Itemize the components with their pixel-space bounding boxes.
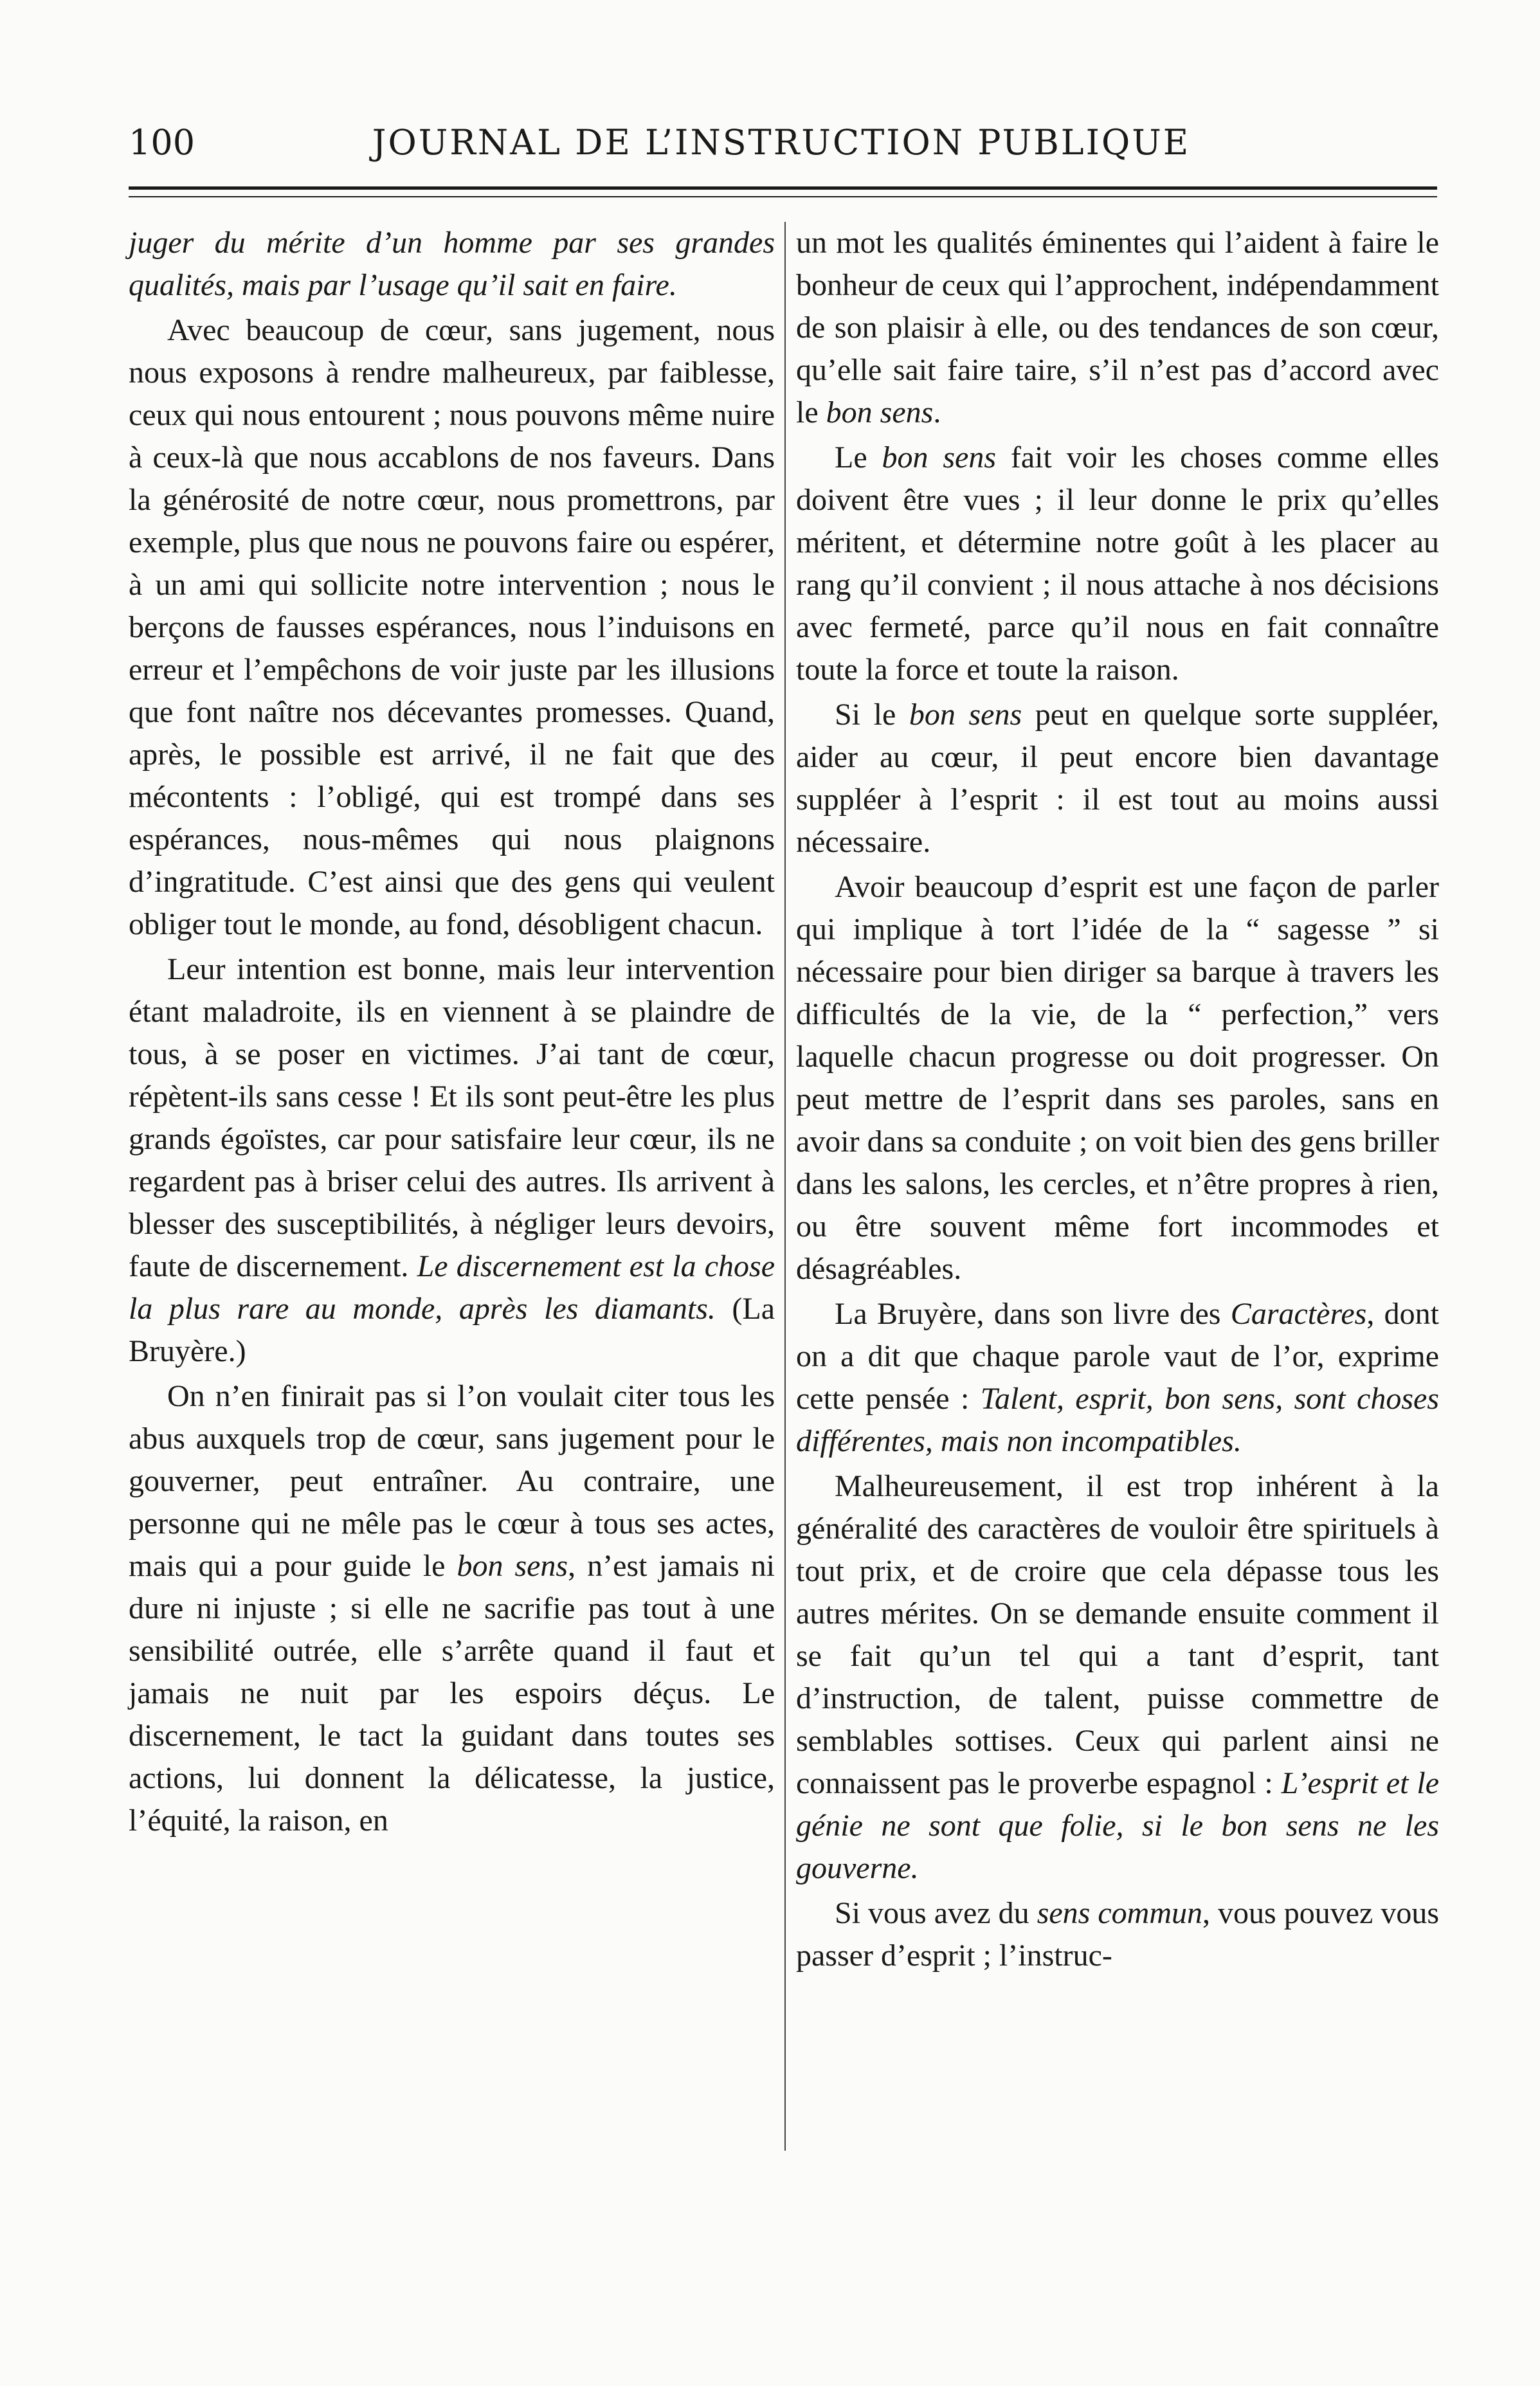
paragraph-text: .	[933, 395, 941, 429]
paragraph-text: , vous pouvez vous passer d’esprit ; l’instruc-	[796, 1896, 1440, 1973]
right-column	[796, 222, 1439, 1977]
italic-term: bon sens	[457, 1549, 568, 1583]
paragraph-text: Le	[835, 440, 882, 474]
italic-term: bon sens	[826, 395, 934, 429]
quotation: Le discernement est la chose la plus rare au monde, après les diamants.	[129, 1249, 775, 1326]
proverb-quotation: L’esprit et le génie ne sont que folie, si le bon sens ne les gouverne.	[796, 1766, 1439, 1885]
paragraph	[796, 1293, 1439, 1463]
italic-term: bon sens	[909, 698, 1022, 732]
paragraph-continued	[796, 222, 1439, 434]
paragraph-continued	[129, 222, 775, 307]
header-rule-thin	[129, 196, 1437, 197]
book-title: Caractères	[1230, 1297, 1367, 1331]
quotation-source: (La Bruyère.)	[129, 1292, 775, 1368]
column-divider	[784, 222, 786, 2151]
left-column	[129, 222, 775, 1842]
paragraph-text: Leur intention est bonne, mais leur intervention étant maladroite, ils en viennent à se plaindre de tous, à se poser en victimes. J’ai tant de cœur, répètent-ils sans cesse ! Et ils sont peut-être les plus grands égoïstes, car pour satisfaire leur cœur, ils ne regardent pas à briser celui des autres. Ils arrivent à blesser des susceptibilités, à négliger leurs devoirs, faute de discernement.	[129, 952, 775, 1283]
paragraph-text: On n’en finirait pas si l’on voulait citer tous les abus auxquels trop de cœur, sans jugement pour le gouverner, peut entraîner. Au contraire, une personne qui ne mêle pas le cœur à tous ses actes, mais qui a pour guide le	[129, 1379, 775, 1583]
paragraph-text: , dont on a dit que chaque parole vaut de l’or, exprime cette pensée :	[796, 1297, 1439, 1416]
italic-term: sens commun	[1037, 1896, 1202, 1930]
paragraph: Avoir beaucoup d’esprit est une façon de parler qui implique à tort l’idée de la “ sagesse ” si nécessaire pour bien diriger sa barque à travers les difficultés de la vie, de la “ perfection,” vers laquelle chacun progresse ou doit progresser. On peut mettre de l’esprit dans ses paroles, sans en avoir dans sa conduite ; on voit bien des gens briller dans les salons, les cercles, et n’être propres à rien, ou être souvent même fort incommodes et désagréables.	[796, 870, 1439, 1286]
paragraph-text: La Bruyère, dans son livre des	[835, 1297, 1231, 1331]
page-header	[129, 122, 1434, 174]
paragraph-text: peut en quelque sorte suppléer, aider au cœur, il peut encore bien davantage suppléer à l’esprit : il est tout au moins aussi nécessaire.	[796, 698, 1440, 859]
paragraph-text: Malheureusement, il est trop inhérent à la généralité des caractères de vouloir être spirituels à tout prix, et de croire que cela dépasse tous les autres mérites. On se demande ensuite comment il se fait qu’un tel qui a tant d’esprit, tant d’instruction, de talent, puisse commettre de semblables sottises. Ceux qui parlent ainsi ne connaissent pas le proverbe espagnol :	[796, 1469, 1439, 1800]
paragraph-text: fait voir les choses comme elles doivent être vues ; il leur donne le prix qu’elles méritent, et détermine notre goût à les placer au rang qu’il convient ; il nous attache à nos décisions avec fermeté, parce qu’il nous en fait connaître toute la force et toute la raison.	[796, 440, 1440, 687]
paragraph-text: Si le	[835, 698, 909, 732]
paragraph	[796, 437, 1439, 691]
paragraph	[796, 694, 1439, 863]
page-number: 100	[129, 122, 195, 163]
running-title: JOURNAL DE L’INSTRUCTION PUBLIQUE	[372, 122, 1191, 163]
header-rule-thick	[129, 186, 1437, 190]
italic-term: bon sens	[882, 440, 997, 474]
paragraph-text: un mot les qualités éminentes qui l’aident à faire le bonheur de ceux qui l’approchent, indépendamment de son plaisir à elle, ou des tendances de son cœur, qu’elle sait faire taire, s’il n’est pas d’accord avec le	[796, 226, 1439, 429]
paragraph	[129, 948, 775, 1373]
paragraph	[129, 1375, 775, 1842]
quotation: Talent, esprit, bon sens, sont choses différentes, mais non incompatibles.	[796, 1382, 1440, 1458]
paragraph	[796, 1465, 1439, 1890]
paragraph: Avec beaucoup de cœur, sans jugement, nous nous exposons à rendre malheureux, par faiblesse, ceux qui nous entourent ; nous pouvons même nuire à ceux-là que nous accablons de nos faveurs. Dans la générosité de notre cœur, nous promettrons, par exemple, plus que nous ne pouvons faire ou espérer, à un ami qui sollicite notre intervention ; nous le berçons de fausses espérances, nous l’induisons en erreur et l’empêchons de voir juste par les illusions que font naître nos décevantes promesses. Quand, après, le possible est arrivé, il ne fait que des mécontents : l’obligé, qui est trompé dans ses espérances, nous-mêmes qui nous plaignons d’ingratitude. C’est ainsi que des gens qui veulent obliger tout le monde, au fond, désobligent chacun.	[129, 313, 775, 941]
italic-text: juger du mérite d’un homme par ses grandes qualités, mais par l’usage qu’il sait en faire.	[129, 226, 775, 302]
paragraph-text: Si vous avez du	[835, 1896, 1037, 1930]
paragraph	[796, 1892, 1439, 1977]
paragraph-text: , n’est jamais ni dure ni injuste ; si elle ne sacrifie pas tout à une sensibilité outrée, elle s’arrête quand il faut et jamais ne nuit par les espoirs déçus. Le discernement, le tact la guidant dans toutes ses actions, lui donnent la délicatesse, la justice, l’équité, la raison, en	[129, 1549, 775, 1838]
